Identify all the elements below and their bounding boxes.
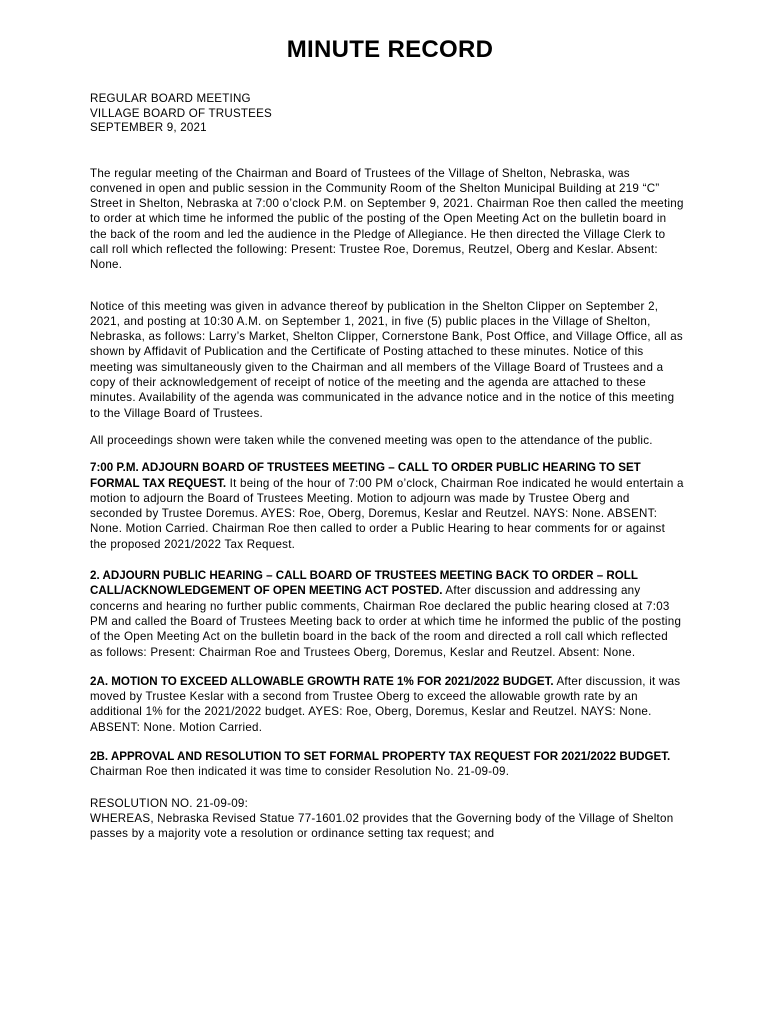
agenda-item-2 [90, 568, 684, 660]
agenda-item-heading: 7:00 P.M. ADJOURN BOARD OF TRUSTEES MEETING – CALL TO ORDER PUBLIC HEARING TO SET FORMAL TAX REQUEST. [90, 461, 641, 490]
agenda-item-body: After discussion and addressing any concerns and hearing no further public comments, Chairman Roe declared the public hearing closed at 7:03 PM and called the Board of Trustees Meeting back to order at which time he informed the public of the posting of the Open Meeting Act on the bulletin board in the back of the room and directed a roll call which reflected as follows: Present: Chairman Roe and Trustees Oberg, Doremus, Keslar and Reutzel. Absent: None. [90, 584, 682, 659]
agenda-item-body: It being of the hour of 7:00 PM o’clock, Chairman Roe indicated he would entertain a motion to adjourn the Board of Trustees Meeting. Motion to adjourn was made by Trustee Oberg and seconded by Trustee Doremus. AYES: Roe, Oberg, Doremus, Keslar and Reutzel. NAYS: None. ABSENT: None. Motion Carried. Chairman Roe then called to order a Public Hearing to hear comments for or against the proposed 2021/2022 Tax Request. [90, 476, 684, 551]
agenda-item-1 [90, 460, 684, 552]
agenda-item-heading: 2. ADJOURN PUBLIC HEARING – CALL BOARD OF TRUSTEES MEETING BACK TO ORDER – ROLL CALL/ACKNOWLEDGEMENT OF OPEN MEETING ACT POSTED. [90, 569, 638, 598]
agenda-item-body: Chairman Roe then indicated it was time to consider Resolution No. 21-09-09. [90, 765, 510, 779]
agenda-item-heading: 2A. MOTION TO EXCEED ALLOWABLE GROWTH RATE 1% FOR 2021/2022 BUDGET. [90, 674, 554, 688]
board-name: VILLAGE BOARD OF TRUSTEES [90, 106, 272, 120]
meeting-date: SEPTEMBER 9, 2021 [90, 121, 207, 134]
agenda-item-2a [90, 674, 684, 735]
meeting-type: REGULAR BOARD MEETING [90, 92, 251, 105]
page-title: MINUTE RECORD [286, 36, 494, 63]
agenda-item-2b [90, 749, 684, 780]
opening-paragraph: The regular meeting of the Chairman and Board of Trustees of the Village of Shelton, Nebraska, was convened in open and public session in the Community Room of the Shelton Municipal Building at 219 “C” Street in Shelton, Nebraska at 7:00 o’clock P.M. on September 9, 2021. Chairman Roe then called the meeting to order at which time he informed the public of the posting of the Open Meeting Act on the bulletin board in the back of the room and led the audience in the Pledge of Allegiance. He then directed the Village Clerk to call roll which reflected the following: Present: Trustee Roe, Doremus, Reutzel, Oberg and Keslar. Absent: None. [90, 166, 684, 272]
proceedings-paragraph: All proceedings shown were taken while the convened meeting was open to the attendance of the public. [90, 433, 653, 447]
agenda-item-body: After discussion, it was moved by Trustee Keslar with a second from Trustee Oberg to exceed the allowable growth rate by an additional 1% for the 2021/2022 budget. AYES: Roe, Oberg, Doremus, Keslar and Reutzel. NAYS: None. ABSENT: None. Motion Carried. [90, 674, 681, 734]
meeting-header [90, 92, 684, 136]
agenda-item-heading: 2B. APPROVAL AND RESOLUTION TO SET FORMAL PROPERTY TAX REQUEST FOR 2021/2022 BUDGET. [90, 750, 671, 763]
notice-paragraph: Notice of this meeting was given in advance thereof by publication in the Shelton Clipper on September 2, 2021, and posting at 10:30 A.M. on September 1, 2021, in five (5) public places in the Village of Shelton, Nebraska, as follows: Larry’s Market, Shelton Clipper, Cornerstone Bank, Post Office, and Village Office, all as shown by Affidavit of Publication and the Certificate of Posting attached to these minutes. Notice of this meeting was simultaneously given to the Chairman and all members of the Village Board of Trustees and a copy of their acknowledgement of receipt of notice of the meeting and the agenda are attached to these minutes. Availability of the agenda was communicated in the advance notice and in the notice of this meeting to the Village Board of Trustees. [90, 299, 683, 420]
resolution-whereas: WHEREAS, Nebraska Revised Statue 77-1601.02 provides that the Governing body of the Village of Shelton passes by a majority vote a resolution or ordinance setting tax request; and [90, 811, 674, 841]
resolution-number: RESOLUTION NO. 21-09-09: [90, 796, 249, 810]
